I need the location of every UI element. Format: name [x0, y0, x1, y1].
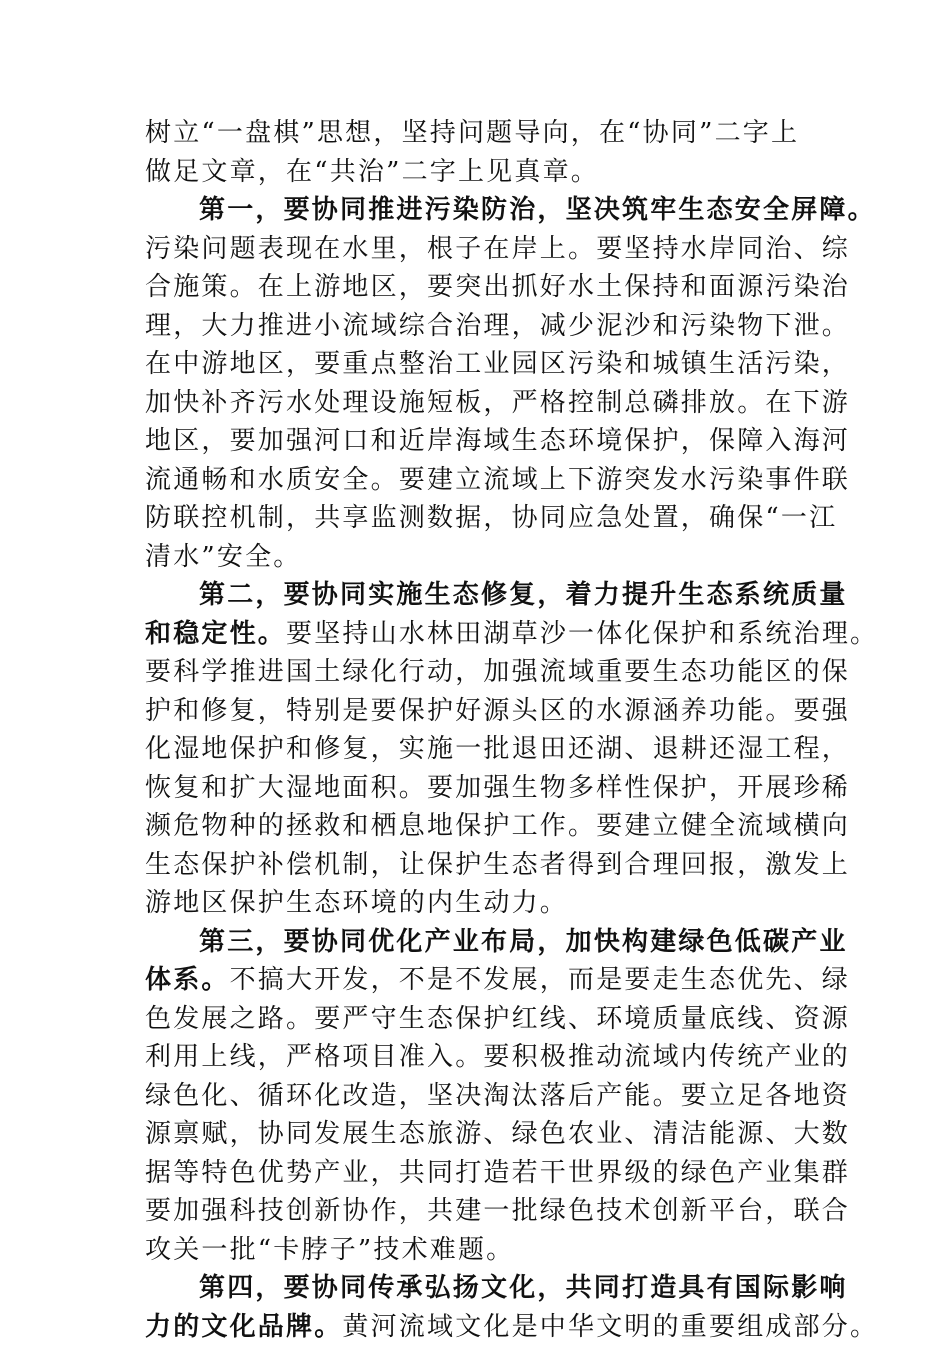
- body-text: 攻关一批“卡脖子”技术难题。: [145, 1235, 514, 1265]
- text-line: [145, 114, 817, 153]
- text-line: [145, 1192, 817, 1231]
- text-line: [145, 961, 817, 1000]
- text-line: [145, 1308, 817, 1346]
- body-text: 地区，要加强河口和近岸海域生态环境保护，保障入海河: [145, 426, 850, 456]
- bold-lead-text: 第二，要协同实施生态修复，着力提升生态系统质量: [199, 580, 848, 610]
- body-text: 恢复和扩大湿地面积。要加强生物多样性保护，开展珍稀: [145, 773, 850, 803]
- text-line: [145, 1077, 817, 1116]
- body-text: 树立“一盘棋”思想，坚持问题导向，在“协同”二字上: [145, 118, 799, 148]
- body-text: 理，大力推进小流域综合治理，减少泥沙和污染物下泄。: [145, 311, 850, 341]
- text-line: [145, 191, 817, 230]
- body-text: 源禀赋，协同发展生态旅游、绿色农业、清洁能源、大数: [145, 1119, 850, 1149]
- body-text: 化湿地保护和修复，实施一批退田还湖、退耕还湿工程，: [145, 734, 850, 764]
- text-line: [145, 846, 817, 885]
- text-line: [145, 1154, 817, 1193]
- bold-lead-text: 第一，要协同推进污染防治，坚决筑牢生态安全屏障。: [199, 195, 876, 225]
- bold-lead-text: 体系。: [145, 965, 230, 995]
- body-text: 黄河流域文化是中华文明的重要组成部分。: [342, 1312, 878, 1342]
- body-text: 防联控机制，共享监测数据，协同应急处置，确保“一江: [145, 503, 837, 533]
- body-text: 要加强科技创新协作，共建一批绿色技术创新平台，联合: [145, 1196, 850, 1226]
- text-line: [145, 230, 817, 269]
- body-text: 濒危物种的拯救和栖息地保护工作。要建立健全流域横向: [145, 811, 850, 841]
- bold-lead-text: 第四，要协同传承弘扬文化，共同打造具有国际影响: [199, 1273, 848, 1303]
- text-line: [145, 1000, 817, 1039]
- body-text: 不搞大开发，不是不发展，而是要走生态优先、绿: [230, 965, 850, 995]
- text-line: [145, 923, 817, 962]
- text-line: [145, 1038, 817, 1077]
- body-text: 游地区保护生态环境的内生动力。: [145, 888, 568, 918]
- text-line: [145, 461, 817, 500]
- body-text: 要坚持山水林田湖草沙一体化保护和系统治理。: [286, 619, 878, 649]
- text-line: [145, 692, 817, 731]
- body-text: 色发展之路。要严守生态保护红线、环境质量底线、资源: [145, 1004, 850, 1034]
- text-line: [145, 422, 817, 461]
- bold-lead-text: 和稳定性。: [145, 619, 286, 649]
- text-line: [145, 345, 817, 384]
- text-line: [145, 153, 817, 192]
- body-text: 污染问题表现在水里，根子在岸上。要坚持水岸同治、综: [145, 234, 850, 264]
- text-line: [145, 653, 817, 692]
- text-line: [145, 884, 817, 923]
- body-text: 利用上线，严格项目准入。要积极推动流域内传统产业的: [145, 1042, 850, 1072]
- bold-lead-text: 力的文化品牌。: [145, 1312, 342, 1342]
- body-text: 生态保护补偿机制，让保护生态者得到合理回报，激发上: [145, 850, 850, 880]
- bold-lead-text: 第三，要协同优化产业布局，加快构建绿色低碳产业: [199, 927, 848, 957]
- document-body: [145, 114, 817, 1346]
- text-line: [145, 730, 817, 769]
- text-line: [145, 499, 817, 538]
- text-line: [145, 307, 817, 346]
- text-line: [145, 576, 817, 615]
- body-text: 做足文章，在“共治”二字上见真章。: [145, 157, 599, 187]
- body-text: 在中游地区，要重点整治工业园区污染和城镇生活污染，: [145, 349, 850, 379]
- text-line: [145, 538, 817, 577]
- text-line: [145, 1269, 817, 1308]
- text-line: [145, 769, 817, 808]
- body-text: 合施策。在上游地区，要突出抓好水土保持和面源污染治: [145, 272, 850, 302]
- body-text: 绿色化、循环化改造，坚决淘汰落后产能。要立足各地资: [145, 1081, 850, 1111]
- text-line: [145, 268, 817, 307]
- text-line: [145, 384, 817, 423]
- text-line: [145, 615, 817, 654]
- text-line: [145, 807, 817, 846]
- body-text: 流通畅和水质安全。要建立流域上下游突发水污染事件联: [145, 465, 850, 495]
- body-text: 要科学推进国土绿化行动，加强流域重要生态功能区的保: [145, 657, 850, 687]
- body-text: 护和修复，特别是要保护好源头区的水源涵养功能。要强: [145, 696, 850, 726]
- body-text: 加快补齐污水处理设施短板，严格控制总磷排放。在下游: [145, 388, 850, 418]
- body-text: 清水”安全。: [145, 542, 302, 572]
- text-line: [145, 1115, 817, 1154]
- body-text: 据等特色优势产业，共同打造若干世界级的绿色产业集群: [145, 1158, 850, 1188]
- text-line: [145, 1231, 817, 1270]
